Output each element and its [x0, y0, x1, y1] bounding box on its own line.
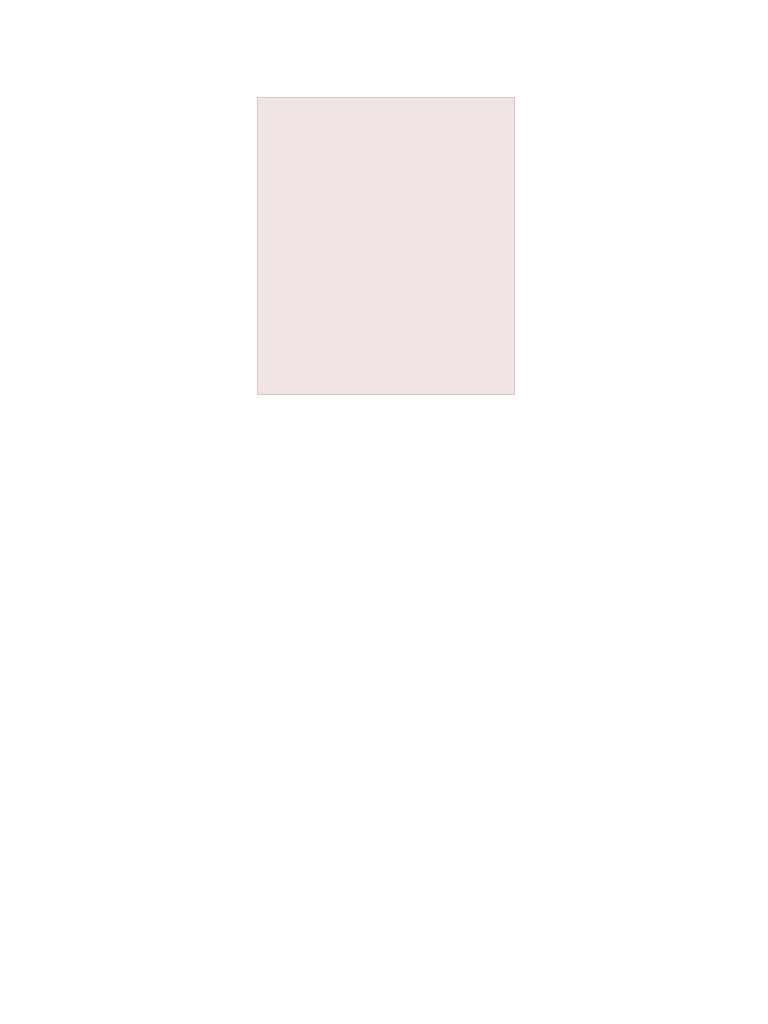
document-body: [93, 405, 693, 453]
colregs-lights-chart-photo: [258, 98, 514, 394]
chart-drawing: [258, 98, 514, 394]
